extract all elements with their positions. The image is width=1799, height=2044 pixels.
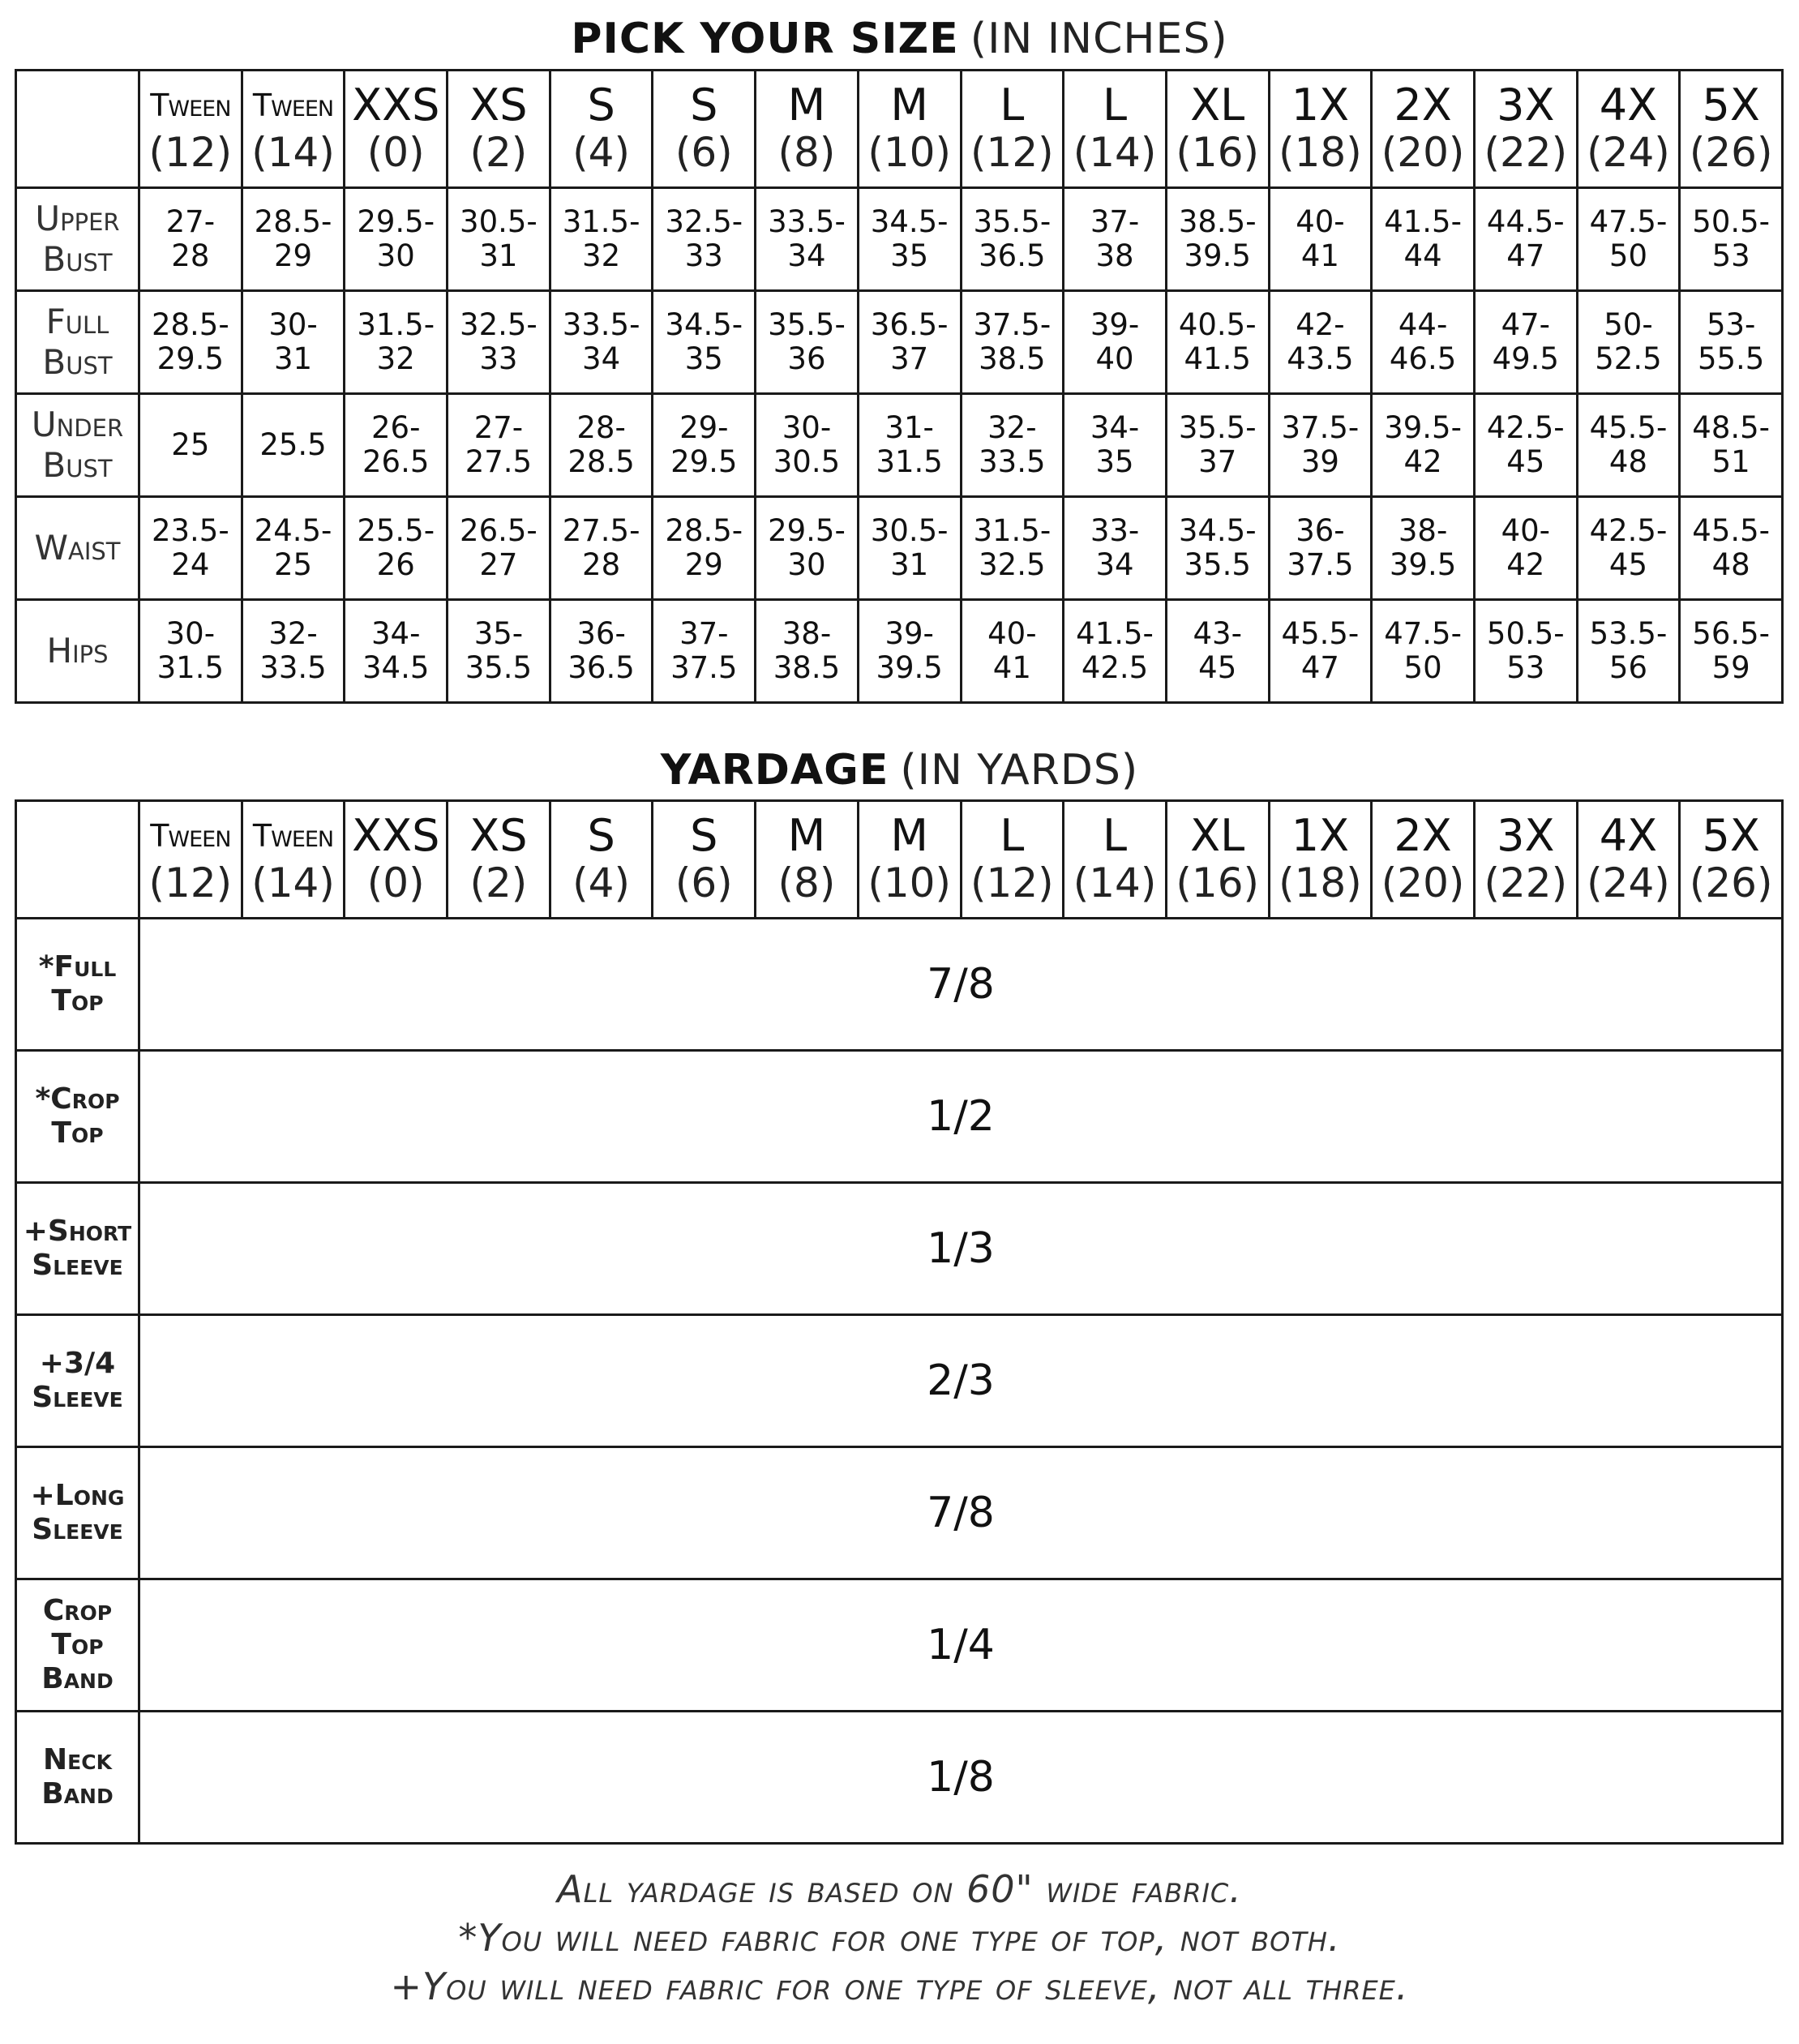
measurement-value: 36- 36.5 <box>550 600 653 703</box>
measurement-value: 48.5- 51 <box>1680 394 1783 497</box>
size-chart-header-row <box>16 71 1783 188</box>
size-label: 1X <box>1291 810 1350 861</box>
size-chart-size-header <box>448 71 550 188</box>
measurement-value: 44.5- 47 <box>1474 188 1577 291</box>
size-label: Tween <box>252 818 334 854</box>
size-number: (14) <box>251 859 335 906</box>
yardage-value: 7/8 <box>139 919 1783 1051</box>
yardage-label: +3/4 Sleeve <box>16 1315 139 1447</box>
yardage-row <box>16 1315 1783 1447</box>
measurement-value: 38- 39.5 <box>1372 497 1475 600</box>
measurement-value: 30.5- 31 <box>858 497 961 600</box>
size-chart-size-header <box>653 71 756 188</box>
measurement-value: 38.5- 39.5 <box>1166 188 1269 291</box>
measurement-value: 34.5- 35.5 <box>1166 497 1269 600</box>
yardage-chart-size-header <box>345 801 448 919</box>
yardage-chart-header-row <box>16 801 1783 919</box>
measurement-row <box>16 394 1783 497</box>
size-label: 3X <box>1497 79 1555 131</box>
size-label: L <box>1102 810 1128 861</box>
yardage-row <box>16 1712 1783 1844</box>
size-number: (14) <box>251 129 335 176</box>
size-label: L <box>1000 810 1025 861</box>
size-label: L <box>1102 79 1128 131</box>
measurement-value: 35- 35.5 <box>448 600 550 703</box>
size-number: (16) <box>1176 859 1260 906</box>
yardage-chart-size-header <box>139 801 242 919</box>
measurement-value: 39- 39.5 <box>858 600 961 703</box>
size-number: (0) <box>366 859 425 906</box>
yardage-row <box>16 919 1783 1051</box>
measurement-value: 37- 38 <box>1064 188 1167 291</box>
measurement-value: 36.5- 37 <box>858 291 961 394</box>
measurement-value: 30- 31 <box>242 291 345 394</box>
yardage-chart-corner-cell <box>16 801 139 919</box>
size-chart-size-header <box>345 71 448 188</box>
yardage-label: Crop Top Band <box>16 1579 139 1712</box>
yardage-row <box>16 1579 1783 1712</box>
measurement-value: 40- 41 <box>1269 188 1372 291</box>
size-label: Tween <box>252 88 334 123</box>
size-number: (26) <box>1689 859 1773 906</box>
yardage-label: +Short Sleeve <box>16 1183 139 1315</box>
yardage-chart-size-header <box>961 801 1064 919</box>
size-number: (22) <box>1484 129 1568 176</box>
yardage-chart-size-header <box>858 801 961 919</box>
size-label: M <box>787 810 826 861</box>
measurement-value: 40.5- 41.5 <box>1166 291 1269 394</box>
measurement-value: 29.5- 30 <box>345 188 448 291</box>
measurement-value: 44- 46.5 <box>1372 291 1475 394</box>
measurement-value: 25 <box>139 394 242 497</box>
yardage-value: 1/3 <box>139 1183 1783 1315</box>
measurement-value: 41.5- 42.5 <box>1064 600 1167 703</box>
measurement-value: 35.5- 37 <box>1166 394 1269 497</box>
size-number: (2) <box>469 129 528 176</box>
measurement-value: 45.5- 48 <box>1680 497 1783 600</box>
size-label: S <box>587 810 615 861</box>
measurement-row <box>16 291 1783 394</box>
measurement-value: 31.5- 32.5 <box>961 497 1064 600</box>
measurement-value: 29.5- 30 <box>756 497 859 600</box>
size-label: S <box>690 79 718 131</box>
measurement-value: 50.5- 53 <box>1474 600 1577 703</box>
measurement-value: 32- 33.5 <box>961 394 1064 497</box>
yardage-chart-title-unit: (IN YARDS) <box>900 746 1139 795</box>
measurement-value: 26.5- 27 <box>448 497 550 600</box>
size-label: 2X <box>1394 810 1452 861</box>
measurement-value: 56.5- 59 <box>1680 600 1783 703</box>
measurement-label: Waist <box>16 497 139 600</box>
size-chart-title-main: PICK YOUR SIZE <box>571 15 959 63</box>
size-chart-size-header <box>1269 71 1372 188</box>
yardage-chart-size-header <box>1064 801 1167 919</box>
measurement-value: 32.5- 33 <box>653 188 756 291</box>
measurement-label: Hips <box>16 600 139 703</box>
measurement-value: 43- 45 <box>1166 600 1269 703</box>
size-chart-size-header <box>242 71 345 188</box>
measurement-value: 25.5- 26 <box>345 497 448 600</box>
size-label: XL <box>1190 810 1245 861</box>
size-number: (24) <box>1587 129 1670 176</box>
measurement-row <box>16 188 1783 291</box>
measurement-value: 42- 43.5 <box>1269 291 1372 394</box>
size-number: (12) <box>970 859 1054 906</box>
measurement-value: 53.5- 56 <box>1577 600 1680 703</box>
measurement-value: 47.5- 50 <box>1577 188 1680 291</box>
measurement-value: 40- 41 <box>961 600 1064 703</box>
measurement-value: 26- 26.5 <box>345 394 448 497</box>
measurement-value: 35.5- 36.5 <box>961 188 1064 291</box>
size-number: (20) <box>1381 129 1465 176</box>
yardage-value: 1/2 <box>139 1051 1783 1183</box>
size-label: XL <box>1190 79 1245 131</box>
measurement-value: 34.5- 35 <box>858 188 961 291</box>
size-label: 5X <box>1702 79 1760 131</box>
measurement-value: 34- 35 <box>1064 394 1167 497</box>
measurement-value: 47.5- 50 <box>1372 600 1475 703</box>
size-chart-corner-cell <box>16 71 139 188</box>
yardage-label: +Long Sleeve <box>16 1447 139 1579</box>
size-label: XS <box>469 810 528 861</box>
measurement-value: 29- 29.5 <box>653 394 756 497</box>
size-chart-size-header <box>1680 71 1783 188</box>
size-number: (6) <box>675 859 733 906</box>
measurement-value: 33.5- 34 <box>550 291 653 394</box>
size-number: (16) <box>1176 129 1260 176</box>
measurement-value: 37.5- 39 <box>1269 394 1372 497</box>
measurement-label: Upper Bust <box>16 188 139 291</box>
measurement-value: 39- 40 <box>1064 291 1167 394</box>
measurement-value: 25.5 <box>242 394 345 497</box>
size-label: XXS <box>352 79 440 131</box>
size-chart-size-header <box>1166 71 1269 188</box>
size-chart-table <box>15 69 1784 704</box>
size-chart-size-header <box>550 71 653 188</box>
yardage-value: 7/8 <box>139 1447 1783 1579</box>
measurement-value: 35.5- 36 <box>756 291 859 394</box>
size-number: (10) <box>867 129 951 176</box>
size-number: (4) <box>572 859 630 906</box>
size-chart-size-header <box>858 71 961 188</box>
yardage-chart-size-header <box>1680 801 1783 919</box>
measurement-value: 40- 42 <box>1474 497 1577 600</box>
size-label: 5X <box>1702 810 1760 861</box>
size-chart-title <box>0 15 1799 63</box>
footnotes <box>0 1865 1799 2011</box>
yardage-chart-title <box>0 746 1799 795</box>
measurement-value: 27.5- 28 <box>550 497 653 600</box>
yardage-row <box>16 1447 1783 1579</box>
size-label: L <box>1000 79 1025 131</box>
size-label: Tween <box>150 818 231 854</box>
measurement-value: 28.5- 29.5 <box>139 291 242 394</box>
yardage-value: 2/3 <box>139 1315 1783 1447</box>
measurement-value: 31- 31.5 <box>858 394 961 497</box>
size-number: (12) <box>148 859 233 906</box>
measurement-value: 36- 37.5 <box>1269 497 1372 600</box>
size-number: (26) <box>1689 129 1773 176</box>
yardage-label: Neck Band <box>16 1712 139 1844</box>
size-number: (12) <box>148 129 233 176</box>
yardage-chart-size-header <box>1577 801 1680 919</box>
size-chart-size-header <box>1474 71 1577 188</box>
measurement-value: 39.5- 42 <box>1372 394 1475 497</box>
measurement-value: 31.5- 32 <box>550 188 653 291</box>
measurement-row <box>16 497 1783 600</box>
yardage-chart-table <box>15 799 1784 1845</box>
measurement-value: 53- 55.5 <box>1680 291 1783 394</box>
measurement-value: 30- 30.5 <box>756 394 859 497</box>
yardage-row <box>16 1051 1783 1183</box>
yardage-chart-size-header <box>1269 801 1372 919</box>
footnote: *You will need fabric for one type of top, not both. <box>458 1916 1341 1960</box>
size-label: 2X <box>1394 79 1452 131</box>
size-label: 4X <box>1599 79 1658 131</box>
measurement-value: 30.5- 31 <box>448 188 550 291</box>
size-number: (20) <box>1381 859 1465 906</box>
size-label: 3X <box>1497 810 1555 861</box>
footnote: +You will need fabric for one type of sleeve, not all three. <box>390 1965 1409 2008</box>
measurement-value: 50.5- 53 <box>1680 188 1783 291</box>
yardage-chart-title-main: YARDAGE <box>660 746 889 795</box>
yardage-chart-size-header <box>1474 801 1577 919</box>
size-number: (6) <box>675 129 733 176</box>
size-label: S <box>690 810 718 861</box>
yardage-value: 1/8 <box>139 1712 1783 1844</box>
measurement-value: 33- 34 <box>1064 497 1167 600</box>
measurement-value: 45.5- 48 <box>1577 394 1680 497</box>
measurement-value: 37- 37.5 <box>653 600 756 703</box>
size-number: (8) <box>777 859 836 906</box>
size-label: Tween <box>150 88 231 123</box>
measurement-label: Under Bust <box>16 394 139 497</box>
size-chart-title-unit: (IN INCHES) <box>970 15 1228 63</box>
yardage-chart-size-header <box>550 801 653 919</box>
size-label: M <box>890 810 928 861</box>
yardage-chart-size-header <box>1372 801 1475 919</box>
yardage-chart-size-header <box>448 801 550 919</box>
size-chart-size-header <box>139 71 242 188</box>
measurement-value: 31.5- 32 <box>345 291 448 394</box>
yardage-chart-size-header <box>756 801 859 919</box>
yardage-chart-size-header <box>653 801 756 919</box>
size-chart-size-header <box>756 71 859 188</box>
measurement-value: 30- 31.5 <box>139 600 242 703</box>
yardage-label: *Crop Top <box>16 1051 139 1183</box>
yardage-chart-size-header <box>242 801 345 919</box>
size-number: (14) <box>1073 129 1157 176</box>
size-chart-size-header <box>961 71 1064 188</box>
size-number: (4) <box>572 129 630 176</box>
size-number: (22) <box>1484 859 1568 906</box>
size-number: (18) <box>1279 859 1362 906</box>
yardage-label: *Full Top <box>16 919 139 1051</box>
size-label: S <box>587 79 615 131</box>
size-chart-size-header <box>1577 71 1680 188</box>
measurement-value: 45.5- 47 <box>1269 600 1372 703</box>
measurement-label: Full Bust <box>16 291 139 394</box>
measurement-value: 47- 49.5 <box>1474 291 1577 394</box>
measurement-value: 27- 28 <box>139 188 242 291</box>
size-label: XXS <box>352 810 440 861</box>
size-chart-size-header <box>1372 71 1475 188</box>
footnote: All yardage is based on 60" wide fabric. <box>557 1867 1242 1911</box>
measurement-value: 28.5- 29 <box>242 188 345 291</box>
size-number: (0) <box>366 129 425 176</box>
measurement-value: 32- 33.5 <box>242 600 345 703</box>
measurement-value: 27- 27.5 <box>448 394 550 497</box>
measurement-value: 28.5- 29 <box>653 497 756 600</box>
size-number: (10) <box>867 859 951 906</box>
measurement-value: 33.5- 34 <box>756 188 859 291</box>
measurement-value: 42.5- 45 <box>1474 394 1577 497</box>
size-number: (14) <box>1073 859 1157 906</box>
yardage-row <box>16 1183 1783 1315</box>
measurement-row <box>16 600 1783 703</box>
size-label: 1X <box>1291 79 1350 131</box>
measurement-value: 28- 28.5 <box>550 394 653 497</box>
measurement-value: 34.5- 35 <box>653 291 756 394</box>
size-label: M <box>787 79 826 131</box>
size-number: (2) <box>469 859 528 906</box>
size-number: (18) <box>1279 129 1362 176</box>
measurement-value: 37.5- 38.5 <box>961 291 1064 394</box>
yardage-value: 1/4 <box>139 1579 1783 1712</box>
measurement-value: 38- 38.5 <box>756 600 859 703</box>
size-label: XS <box>469 79 528 131</box>
measurement-value: 24.5- 25 <box>242 497 345 600</box>
size-label: M <box>890 79 928 131</box>
size-number: (12) <box>970 129 1054 176</box>
measurement-value: 42.5- 45 <box>1577 497 1680 600</box>
measurement-value: 32.5- 33 <box>448 291 550 394</box>
measurement-value: 23.5- 24 <box>139 497 242 600</box>
size-number: (24) <box>1587 859 1670 906</box>
yardage-chart-size-header <box>1166 801 1269 919</box>
size-label: 4X <box>1599 810 1658 861</box>
measurement-value: 41.5- 44 <box>1372 188 1475 291</box>
measurement-value: 50- 52.5 <box>1577 291 1680 394</box>
size-chart-size-header <box>1064 71 1167 188</box>
measurement-value: 34- 34.5 <box>345 600 448 703</box>
size-number: (8) <box>777 129 836 176</box>
